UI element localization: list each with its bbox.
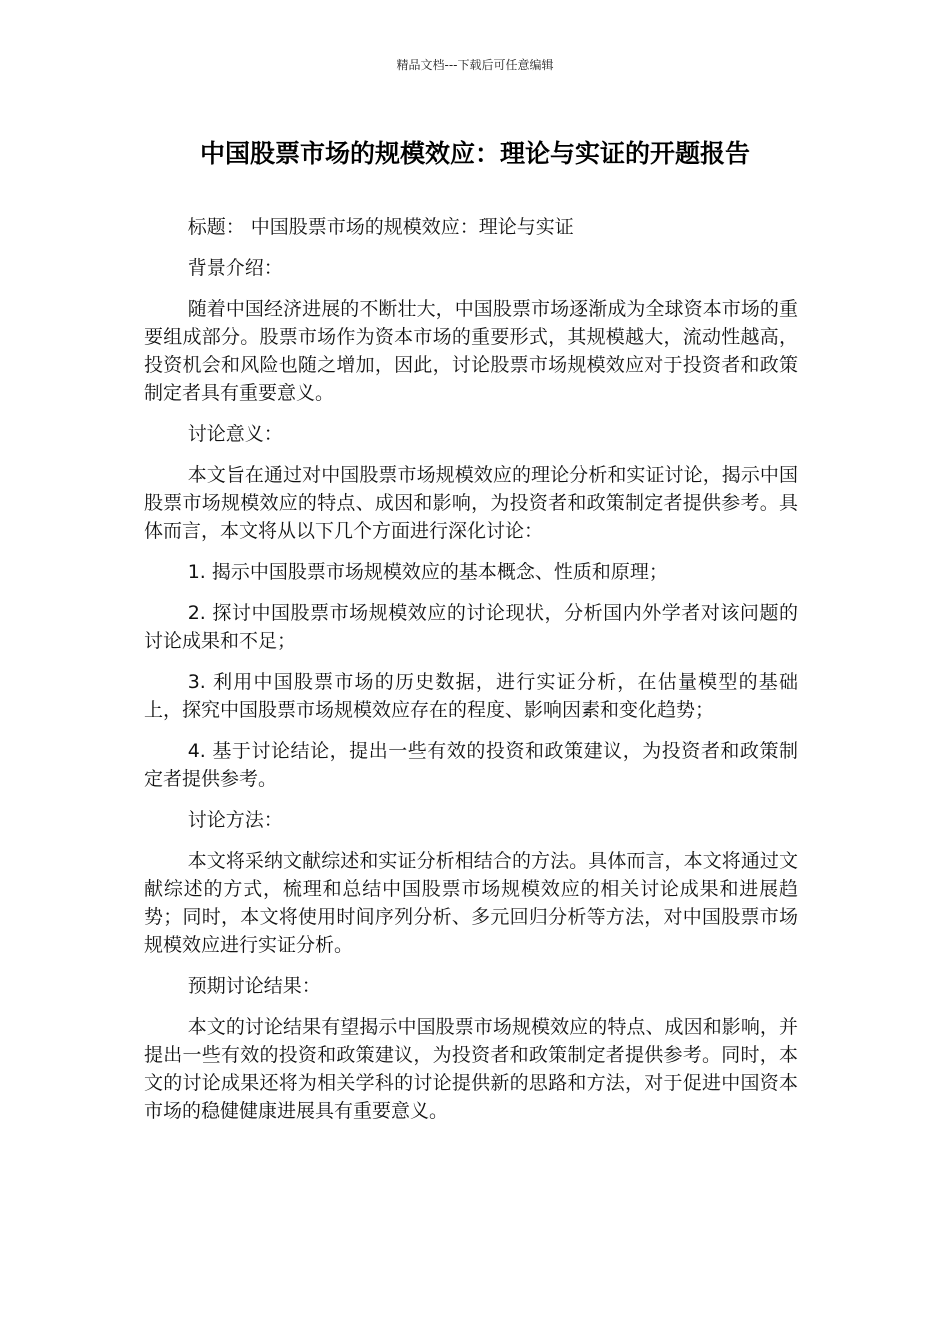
paragraph-significance: 本文旨在通过对中国股票市场规模效应的理论分析和实证讨论，揭示中国股票市场规模效应的特点、成因和影响，为投资者和政策制定者提供参考。具体而言，本文将从以下几个方面进行深化讨论： xyxy=(144,464,798,542)
list-item-2: 2. 探讨中国股票市场规模效应的讨论现状，分析国内外学者对该问题的讨论成果和不足； xyxy=(144,602,798,652)
section-heading-significance: 讨论意义： xyxy=(187,423,283,445)
page-header: 精品文档---下载后可任意编辑 xyxy=(396,58,554,72)
section-heading-background: 背景介绍： xyxy=(187,257,283,279)
list-item-1: 1. 揭示中国股票市场规模效应的基本概念、性质和原理； xyxy=(187,561,668,583)
list-item-3: 3. 利用中国股票市场的历史数据，进行实证分析，在估量模型的基础上，探究中国股票市场规模效应存在的程度、影响因素和变化趋势； xyxy=(144,671,798,721)
document-title: 中国股票市场的规模效应：理论与实证的开题报告 xyxy=(199,139,750,168)
section-heading-expected-results: 预期讨论结果： xyxy=(187,975,321,997)
title-line: 标题： 中国股票市场的规模效应：理论与实证 xyxy=(187,216,574,238)
paragraph-method: 本文将采纳文献综述和实证分析相结合的方法。具体而言，本文将通过文献综述的方式，梳理和总结中国股票市场规模效应的相关讨论成果和进展趋势；同时，本文将使用时间序列分析、多元回归分析等方法，对中国股票市场规模效应进行实证分析。 xyxy=(144,850,798,956)
paragraph-background: 随着中国经济进展的不断壮大，中国股票市场逐渐成为全球资本市场的重要组成部分。股票市场作为资本市场的重要形式，其规模越大，流动性越高，投资机会和风险也随之增加，因此，讨论股票市场规模效应对于投资者和政策制定者具有重要意义。 xyxy=(144,298,798,404)
paragraph-expected-results: 本文的讨论结果有望揭示中国股票市场规模效应的特点、成因和影响，并提出一些有效的投资和政策建议，为投资者和政策制定者提供参考。同时，本文的讨论成果还将为相关学科的讨论提供新的思路和方法，对于促进中国资本市场的稳健健康进展具有重要意义。 xyxy=(144,1016,798,1122)
document-body xyxy=(144,213,798,1138)
list-item-4: 4. 基于讨论结论，提出一些有效的投资和政策建议，为投资者和政策制定者提供参考。 xyxy=(144,740,798,790)
section-heading-method: 讨论方法： xyxy=(187,809,283,831)
